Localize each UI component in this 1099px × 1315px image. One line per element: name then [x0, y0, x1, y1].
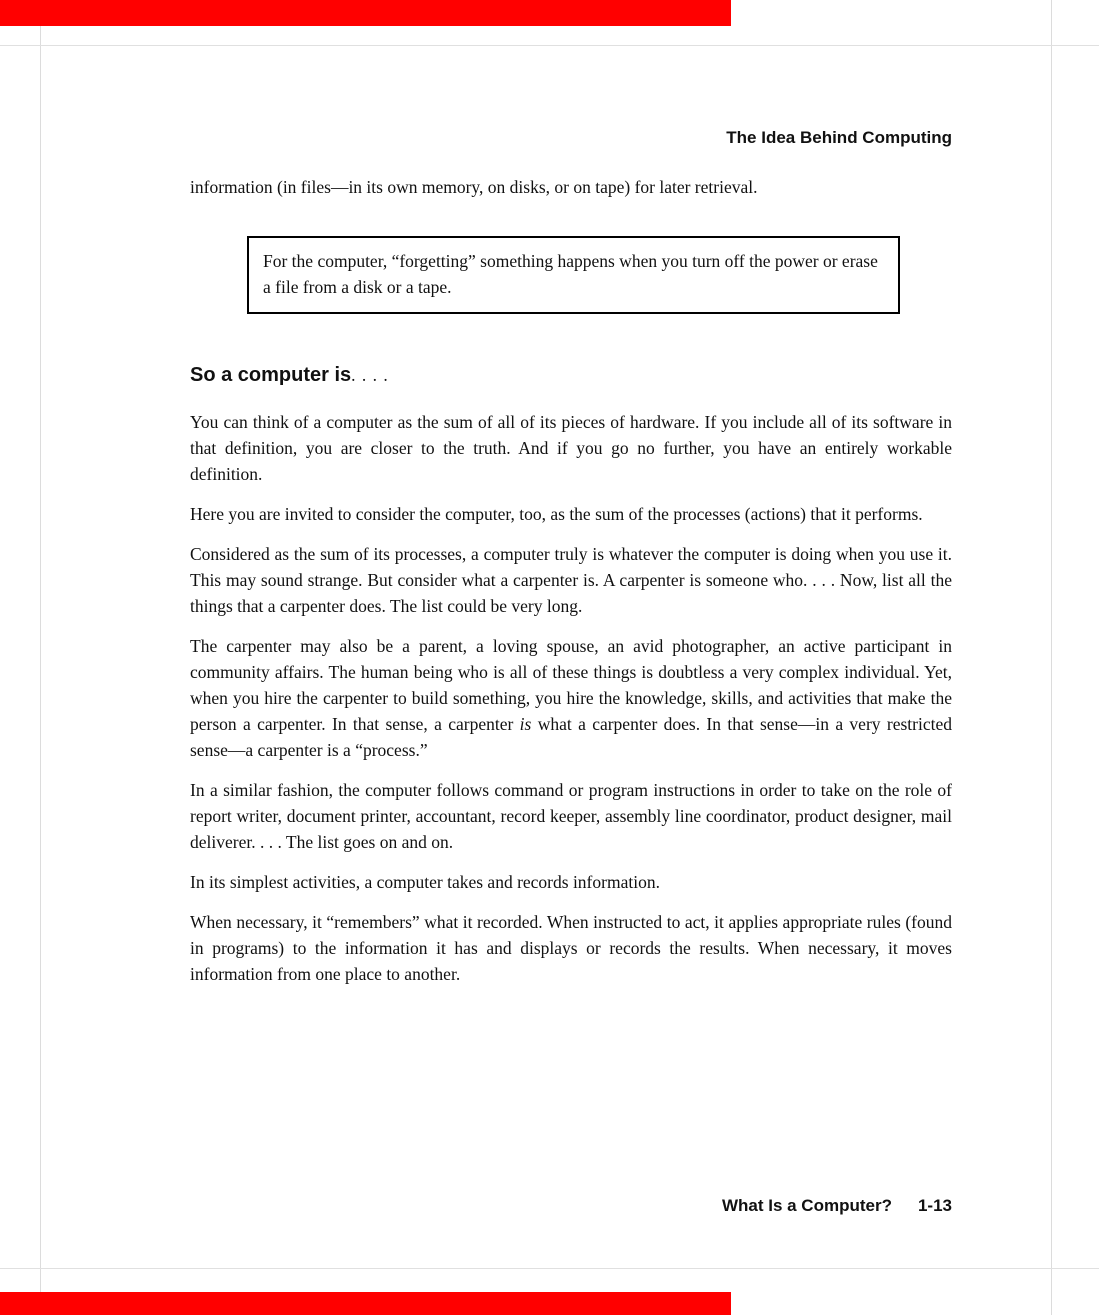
scan-guide-line-left — [40, 0, 41, 1315]
red-press-bar-top — [0, 0, 731, 26]
scan-guide-line-top — [0, 45, 1099, 46]
carpenter-part2: what a carpenter does. In that sense—in a very restricted sense—a carpenter is a “process.” — [190, 714, 952, 760]
note-box: For the computer, “forgetting” something happens when you turn off the power or erase a file from a disk or a tape. — [247, 236, 900, 314]
scan-guide-line-right — [1051, 0, 1052, 1315]
body-paragraph: Considered as the sum of its processes, a computer truly is whatever the computer is doing when you use it. This may sound strange. But consider what a carpenter is. A carpenter is someone who. . . . Now, list all the things that a carpenter does. The list could be very long. — [190, 544, 952, 616]
red-press-bar-bottom — [0, 1292, 731, 1315]
section-heading-text: So a computer is — [190, 364, 352, 386]
section-heading-dots: . . . . — [351, 365, 389, 385]
page-footer — [190, 1196, 952, 1216]
footer-title: What Is a Computer? — [721, 1196, 892, 1215]
page-content — [190, 128, 952, 1001]
body-paragraph: In a similar fashion, the computer follows command or program instructions in order to take on the role of report writer, document printer, accountant, record keeper, assembly line coordinator, product designer, mail deliverer. . . . The list goes on and on. — [190, 780, 952, 852]
scan-guide-line-bottom — [0, 1268, 1099, 1269]
body-paragraph: When necessary, it “remembers” what it recorded. When instructed to act, it applies appropriate rules (found in programs) to the information it has and displays or records the results. When necessary, it moves information from one place to another. — [190, 912, 952, 984]
carpenter-part1: The carpenter may also be a parent, a loving spouse, an avid photographer, an active participant in community affairs. The human being who is all of these things is doubtless a very complex individual. Yet, when you hire the carpenter to build something, you hire the knowledge, skills, and activities that make the person a carpenter. In that sense, a carpenter — [190, 636, 952, 734]
footer-page-number: 1-13 — [917, 1196, 952, 1215]
body-paragraph: Here you are invited to consider the computer, too, as the sum of the processes (actions) that it performs. — [190, 504, 923, 524]
running-header: The Idea Behind Computing — [726, 128, 952, 147]
body-paragraph: In its simplest activities, a computer takes and records information. — [190, 872, 660, 892]
body-paragraph: You can think of a computer as the sum of all of its pieces of hardware. If you include all of its software in that definition, you are closer to the truth. And if you go no further, you have an entirely workable definition. — [190, 412, 952, 484]
carpenter-italic-word: is — [519, 714, 532, 734]
body-paragraph-carpenter — [190, 633, 952, 763]
intro-paragraph: information (in files—in its own memory, on disks, or on tape) for later retrieval. — [190, 177, 758, 197]
section-heading — [190, 364, 952, 387]
